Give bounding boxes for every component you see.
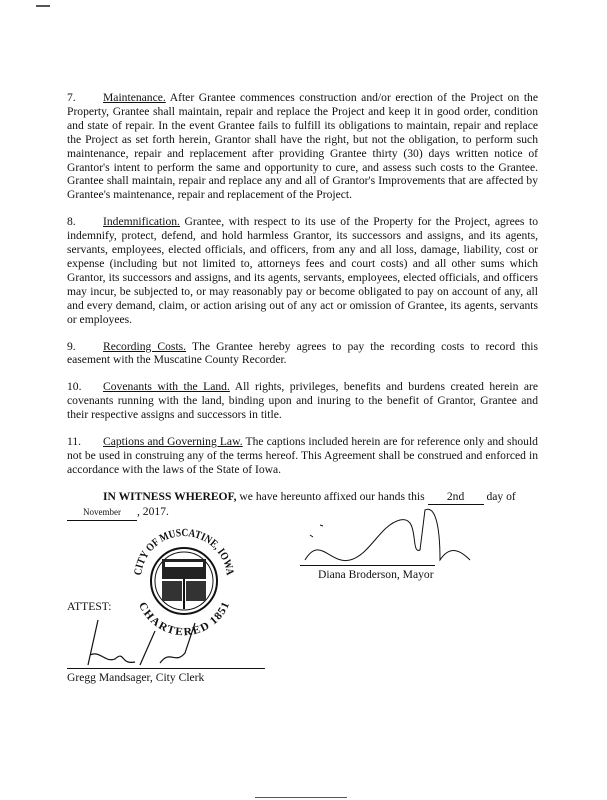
section-recording-costs xyxy=(67,340,538,368)
section-maintenance xyxy=(67,91,538,202)
section-covenants xyxy=(67,380,538,422)
month-value: November xyxy=(67,506,137,521)
mayor-signature-line xyxy=(300,565,435,566)
section-text: All rights, privileges, benefits and burdens created herein are covenants running with the land, binding upon and inuring to the benefit of Grantor, Grantee and their respective assigns and successors in title. xyxy=(67,380,538,422)
scan-mark xyxy=(36,5,50,7)
witness-clause xyxy=(67,490,538,505)
signature-area xyxy=(67,505,538,690)
date-line xyxy=(67,505,169,521)
section-number: 11. xyxy=(67,435,82,449)
clerk-signature-line xyxy=(67,668,265,669)
section-number: 7. xyxy=(67,91,76,104)
mayor-signature xyxy=(300,505,530,567)
day-of-label: day of xyxy=(486,489,516,503)
footer-mark xyxy=(255,797,347,798)
clerk-name: Gregg Mandsager, City Clerk xyxy=(67,670,205,684)
mayor-name: Diana Broderson, Mayor xyxy=(318,567,434,581)
section-number: 8. xyxy=(67,215,76,229)
section-caption: Recording Costs. xyxy=(103,339,187,353)
section-caption: Covenants with the Land. xyxy=(103,380,230,394)
section-number: 9. xyxy=(67,339,76,353)
clerk-signature xyxy=(80,617,260,667)
section-text: Grantee, with respect to its use of the Property for the Project, agrees to indemnify, protect, defend, and hold harmless Grantor, its successors and assigns, and its agents, servants, employees, elected officials, and officers, from any and all loss, damage, liability, cost or expense (including but not limited to, attorneys fees and court costs) and all other sums which Grantor, its successors and assigns, and its agents, servants, employees, elected officials, and officers may incur, be subjected to, or may reasonably pay or become obligated to pay on account of any, all and every demand, claim, or action arising out of any act or omission of Grantee, its agents, servants or employees. xyxy=(67,215,538,326)
section-caption: Captions and Governing Law. xyxy=(103,435,243,449)
seal-top-text: CITY OF MUSCATINE, IOWA xyxy=(132,526,237,577)
section-indemnification xyxy=(67,215,538,326)
year-value: , 2017. xyxy=(137,504,169,518)
section-text: The captions included herein are for reference only and should not be used in construing any of the terms hereof. This Agreement shall be construed and enforced in accordance with the laws of the State of Iowa. xyxy=(67,435,538,476)
section-caption: Maintenance. xyxy=(103,91,166,104)
witness-text: we have hereunto affixed our hands this xyxy=(236,489,425,503)
seal-bottom-text: CHARTERED 1851 xyxy=(136,599,232,639)
day-value: 2nd xyxy=(428,490,484,505)
section-text: After Grantee commences construction and/or erection of the Project on the Property, Grantee shall maintain, repair and replace the Project and keep it in good order, condition and state of repair. In the event Grantee fails to fulfill its obligations to maintain, repair and replace the Project as set forth herein, Grantor shall have the right, but not the obligation, to perform such maintenance, repair and replacement after providing Grantee thirty (30) days written notice of Grantor's intent to perform the same and opportunity to cure, and assess such costs to the Grantee. Grantee shall maintain, repair and replace any and all of Grantor's Improvements that are affected by Grantee's maintenance, repair and replacement of the Project. xyxy=(67,91,538,202)
witness-lead: IN WITNESS WHEREOF, xyxy=(103,489,237,503)
section-number: 10. xyxy=(67,380,82,394)
section-governing-law xyxy=(67,435,538,477)
document-body xyxy=(67,91,538,690)
section-caption: Indemnification. xyxy=(103,215,180,229)
section-text: The Grantee hereby agrees to pay the recording costs to record this easement with the Muscatine County Recorder. xyxy=(67,339,539,367)
attest-label: ATTEST: xyxy=(67,599,112,613)
